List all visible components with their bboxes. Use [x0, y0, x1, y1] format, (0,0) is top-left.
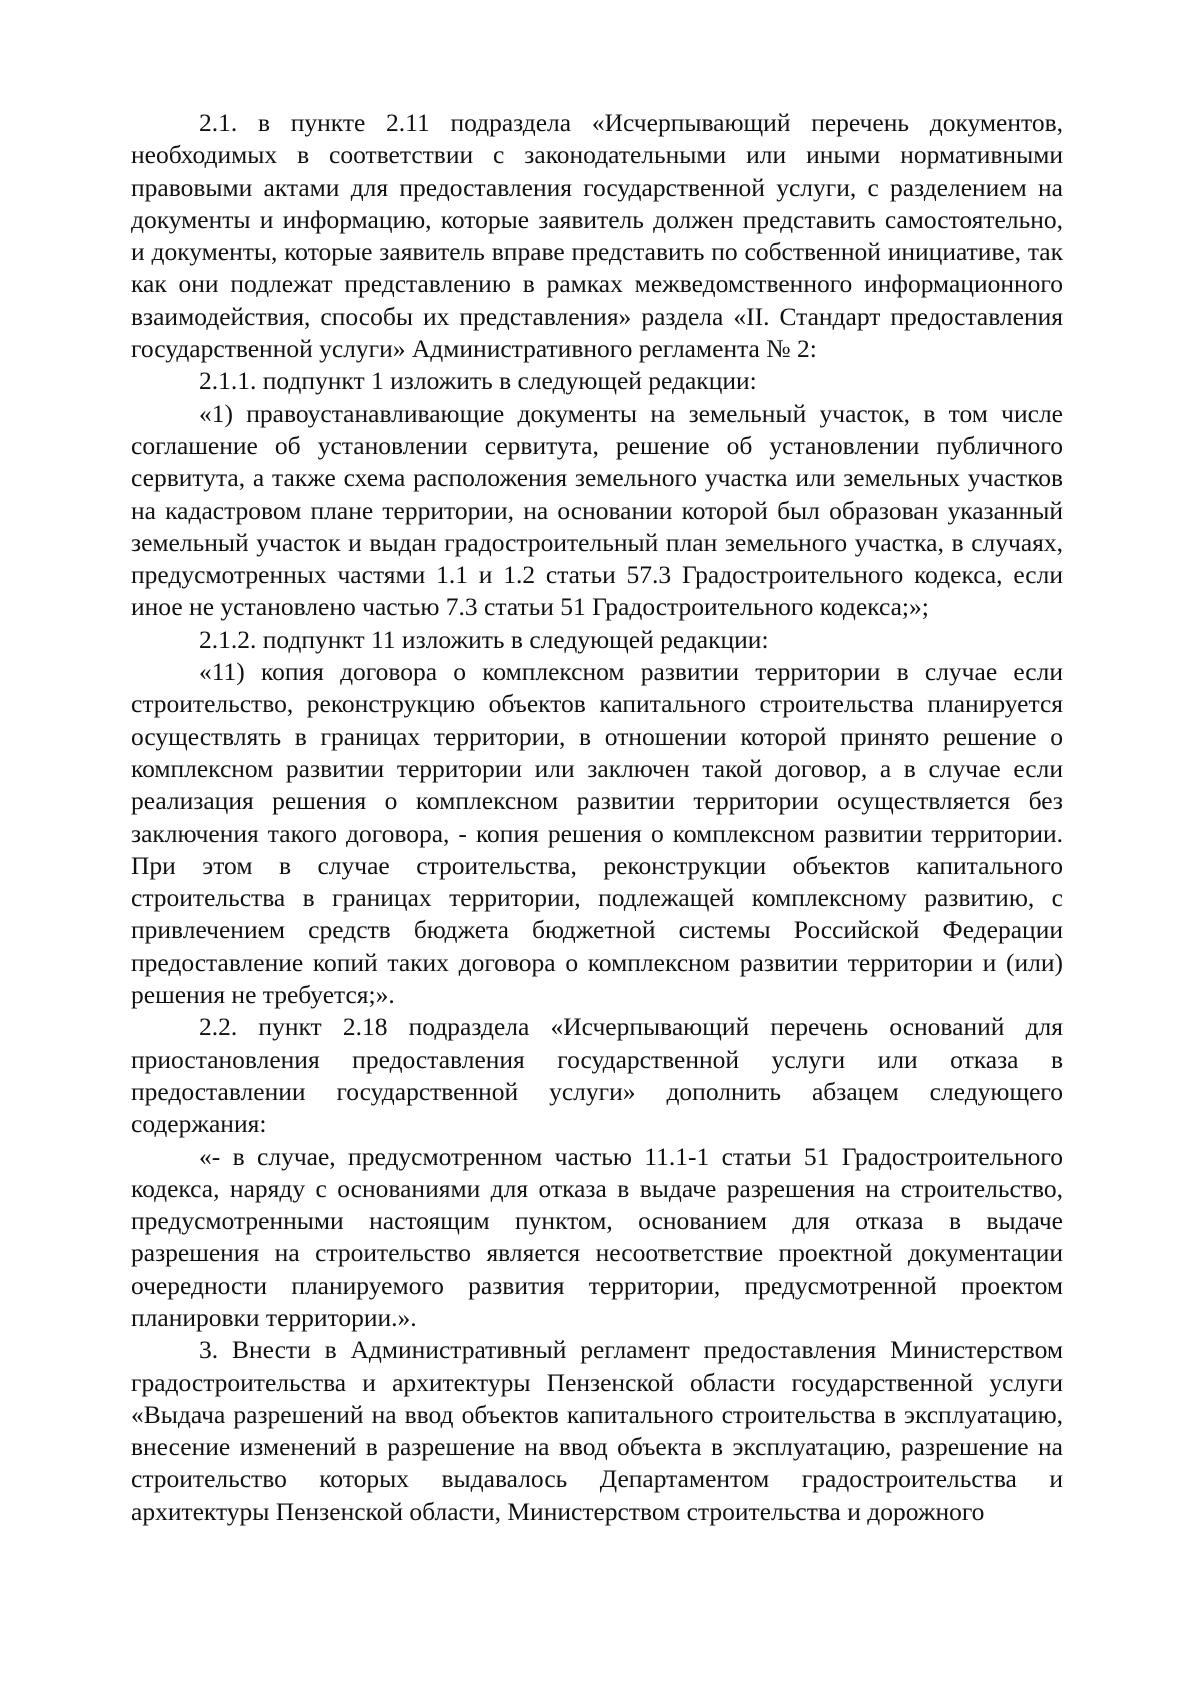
paragraph-2-1: 2.1. в пункте 2.11 подраздела «Исчерпывающий перечень документов, необходимых в соответствии с законодательными или иными нормативными правовыми актами для предоставления государственной услуги, с разделением на документы и информацию, которые заявитель должен представить самостоятельно, и документы, которые заявитель вправе представить по собственной инициативе, так как они подлежат представлению в рамках межведомственного информационного взаимодействия, способы их представления» раздела «II. Стандарт предоставления государственной услуги» Административного регламента № 2:: [131, 108, 1063, 364]
paragraph-quote-1: «1) правоустанавливающие документы на земельный участок, в том числе соглашение об установлении сервитута, решение об установлении публичного сервитута, а также схема расположения земельного участка или земельных участков на кадастровом плане территории, на основании которой был образован указанный земельный участок и выдан градостроительный план земельного участка, в случаях, предусмотренных частями 1.1 и 1.2 статьи 57.3 Градостроительного кодекса, если иное не установлено частью 7.3 статьи 51 Градостроительного кодекса;»;: [131, 398, 1063, 622]
paragraph-2-2: 2.2. пункт 2.18 подраздела «Исчерпывающий перечень оснований для приостановления предоставления государственной услуги или отказа в предоставлении государственной услуги» дополнить абзацем следующего содержания:: [131, 1012, 1063, 1139]
paragraph-2-1-1: 2.1.1. подпункт 1 изложить в следующей редакции:: [199, 366, 757, 396]
paragraph-3: 3. Внести в Административный регламент предоставления Министерством градостроительства и архитектуры Пензенской области государственной услуги «Выдача разрешений на ввод объектов капитального строительства в эксплуатацию, внесение изменений в разрешение на ввод объекта в эксплуатацию, разрешение на строительство которых выдавалось Департаментом градостроительства и архитектуры Пензенской области, Министерством строительства и дорожного: [131, 1335, 1063, 1526]
paragraph-2-1-2: 2.1.2. подпункт 11 изложить в следующей редакции:: [199, 624, 769, 654]
document-page: [131, 107, 1063, 1528]
paragraph-quote-refusal: «- в случае, предусмотренном частью 11.1-1 статьи 51 Градостроительного кодекса, наряду с основаниями для отказа в выдаче разрешения на строительство, предусмотренными настоящим пунктом, основанием для отказа в выдаче разрешения на строительство является несоответствие проектной документации очередности планируемого развития территории, предусмотренной проектом планировки территории.».: [131, 1141, 1063, 1332]
paragraph-quote-11: «11) копия договора о комплексном развитии территории в случае если строительство, реконструкцию объектов капитального строительства планируется осуществлять в границах территории, в отношении которой принято решение о комплексном развитии территории или заключен такой договор, а в случае если реализация решения о комплексном развитии территории осуществляется без заключения такого договора, - копия решения о комплексном развитии территории. При этом в случае строительства, реконструкции объектов капитального строительства в границах территории, подлежащей комплексному развитию, с привлечением средств бюджета бюджетной системы Российской Федерации предоставление копий таких договора о комплексном развитии территории и (или) решения не требуется;».: [131, 657, 1063, 1010]
